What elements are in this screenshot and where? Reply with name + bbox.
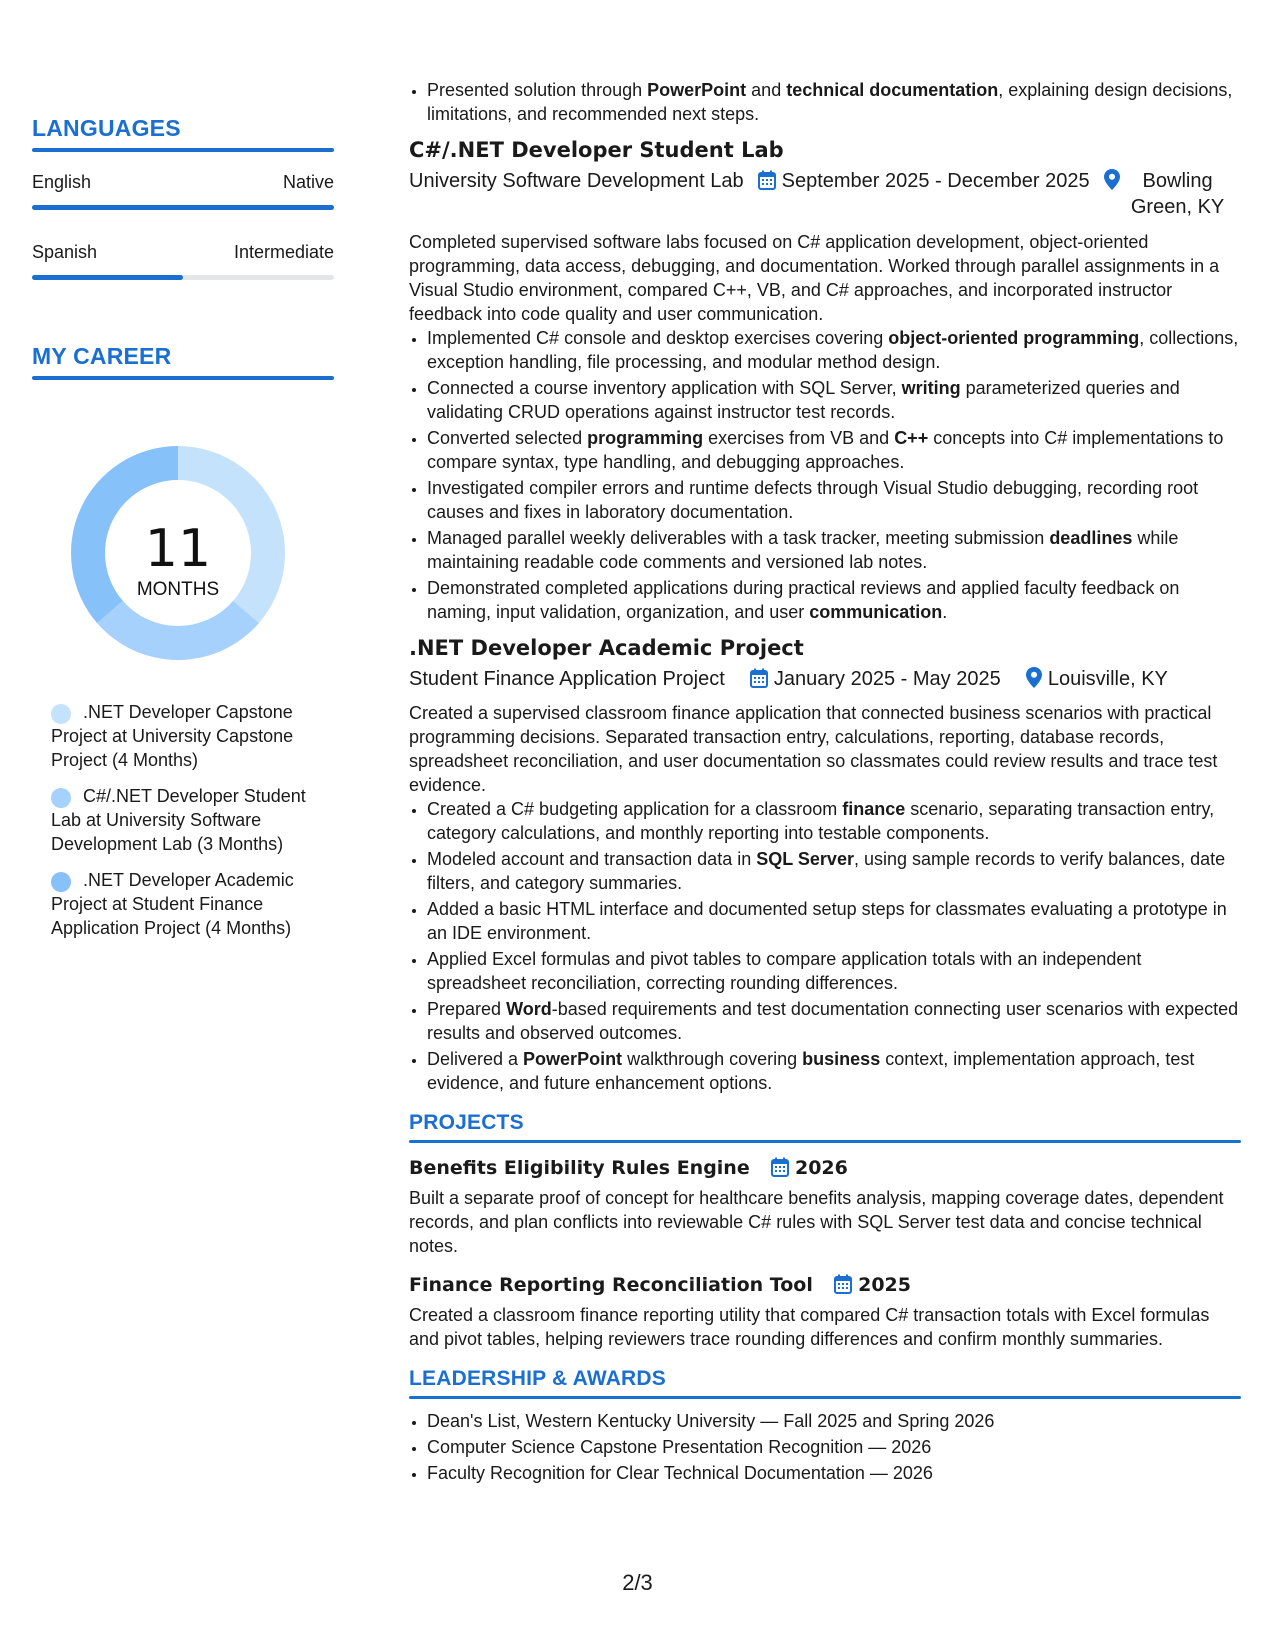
bullet-item: • Implemented C# console and desktop exercises covering object-oriented programming, collections, exception handling, file processing, and modular method design. [427,326,1241,374]
bullet-item: • Applied Excel formulas and pivot tables to compare application totals with an independent spreadsheet reconciliation, correcting rounding differences. [427,947,1241,995]
legend-dot [51,788,71,808]
language-bar-fill [32,205,334,210]
job-dates [758,168,1090,220]
languages-section [32,115,334,280]
legend-dot [51,704,71,724]
career-section [32,343,334,380]
language-name: Spanish [32,242,98,262]
bullet-item: • Added a basic HTML interface and documented setup steps for classmates evaluating a prototype in an IDE environment. [427,897,1241,945]
language-item [32,242,334,280]
legend-item [32,784,332,856]
job-dates-text: January 2025 - May 2025 [773,668,1001,690]
project-heading [409,1272,1241,1301]
bullet-item: • Created a C# budgeting application for a classroom finance scenario, separating transaction entry, category calculations, and monthly reporting into testable components. [427,797,1241,845]
career-title: MY CAREER [32,343,172,369]
language-level: Intermediate [233,242,334,262]
donut-segment [97,601,259,660]
career-rule [32,376,334,380]
main-content [409,78,1241,1487]
job-org: Student Finance Application Project [409,668,725,690]
legend-dot [51,872,71,892]
language-level: Native [282,172,334,192]
award-item: • Computer Science Capstone Presentation Recognition — 2026 [427,1435,1241,1459]
awards-section [409,1367,1241,1485]
career-total-unit: MONTHS [136,579,220,600]
job-bullets [409,797,1241,1095]
bullet-item: • Investigated compiler errors and runtime defects through Visual Studio debugging, recording root causes and fixes in laboratory documentation. [427,476,1241,524]
language-bar [32,205,334,210]
job-title: C#/.NET Developer Student Lab [409,138,784,162]
bullet-item: • Converted selected programming exercises from VB and C++ concepts into C# implementations to compare syntax, type handling, and debugging approaches. [427,426,1241,474]
bullet-item: • Presented solution through PowerPoint and technical documentation, explaining design decisions, limitations, and recommended next steps. [427,78,1241,126]
language-name: English [32,172,92,192]
project-title: Finance Reporting Reconciliation Tool [409,1274,813,1296]
calendar-icon [771,1157,789,1184]
language-item [32,172,334,210]
job-dates-text: September 2025 - December 2025 [781,170,1090,192]
project-desc: Created a classroom finance reporting utility that compared C# transaction totals with Excel formulas and pivot tables, helping reviewers trace rounding differences and confirm monthly summaries. [409,1305,1210,1349]
job-location-text: Bowling Green, KY [1130,170,1225,218]
job-title: .NET Developer Academic Project [409,636,804,660]
language-bar-fill [32,275,183,280]
bullet-item: • Demonstrated completed applications during practical reviews and applied faculty feedback on naming, input validation, organization, and user communication. [427,576,1241,624]
calendar-icon [758,170,776,197]
projects-rule [409,1140,1241,1143]
bullet-item: • Connected a course inventory application with SQL Server, writing parameterized queries and validating CRUD operations against instructor test records. [427,376,1241,424]
job-meta [409,168,1241,220]
award-item: • Dean's List, Western Kentucky University — Fall 2025 and Spring 2026 [427,1409,1241,1433]
calendar-icon [750,668,768,695]
job-entry [409,634,1241,1095]
project-heading [409,1155,1241,1184]
legend-label: .NET Developer Capstone Project at University Capstone Project (4 Months) [51,702,294,770]
legend-item [32,868,332,940]
job-meta [409,666,1241,695]
project-desc: Built a separate proof of concept for healthcare benefits analysis, mapping coverage dates, dependent records, and plan conflicts into reviewable C# rules with SQL Server test data and concise technical notes. [409,1188,1224,1256]
languages-title: LANGUAGES [32,115,181,141]
project-title: Benefits Eligibility Rules Engine [409,1157,750,1179]
awards-list [409,1409,1241,1485]
page-number: 2/3 [622,1570,653,1595]
map-pin-icon [1104,169,1120,197]
job-entry [409,136,1241,624]
job-bullets [409,78,1241,126]
legend-label: .NET Developer Academic Project at Student Finance Application Project (4 Months) [51,870,294,938]
project-year: 2026 [794,1157,848,1179]
legend-item [32,700,332,772]
projects-section [409,1111,1241,1351]
bullet-item: • Prepared Word-based requirements and test documentation connecting user scenarios with expected results and observed outcomes. [427,997,1241,1045]
map-pin-icon [1026,667,1042,695]
job-summary: Created a supervised classroom finance application that connected business scenarios with practical programming decisions. Separated transaction entry, calculations, reporting, database records, spreadsheet reconciliation, and user documentation so classmates could review results and trace test evidence. [409,703,1218,795]
project-entry [409,1272,1241,1351]
language-bar [32,275,334,280]
job-location-text: Louisville, KY [1047,668,1168,690]
award-item: • Faculty Recognition for Clear Technical Documentation — 2026 [427,1461,1241,1485]
awards-title: LEADERSHIP & AWARDS [409,1367,666,1390]
bullet-item: • Delivered a PowerPoint walkthrough covering business context, implementation approach, test evidence, and future enhancement options. [427,1047,1241,1095]
career-donut-chart [63,438,293,668]
project-year: 2025 [858,1274,911,1296]
awards-rule [409,1396,1241,1399]
job-bullets [409,326,1241,624]
legend-label: C#/.NET Developer Student Lab at University Software Development Lab (3 Months) [51,786,306,854]
job-location [1104,168,1230,220]
projects-title: PROJECTS [409,1111,524,1134]
languages-rule [32,148,334,152]
career-total-number: 11 [144,519,212,579]
career-legend [32,700,332,952]
bullet-item: • Managed parallel weekly deliverables with a task tracker, meeting submission deadlines while maintaining readable code comments and versioned lab notes. [427,526,1241,574]
bullet-item: • Modeled account and transaction data in SQL Server, using sample records to verify balances, date filters, and category summaries. [427,847,1241,895]
job-summary: Completed supervised software labs focused on C# application development, object-oriented programming, data access, debugging, and documentation. Worked through parallel assignments in a Visual Studio environment, compared C++, VB, and C# approaches, and incorporated instructor feedback into code quality and user communication. [409,232,1220,324]
job-org: University Software Development Lab [409,170,744,192]
project-entry [409,1155,1241,1258]
calendar-icon [834,1274,852,1301]
